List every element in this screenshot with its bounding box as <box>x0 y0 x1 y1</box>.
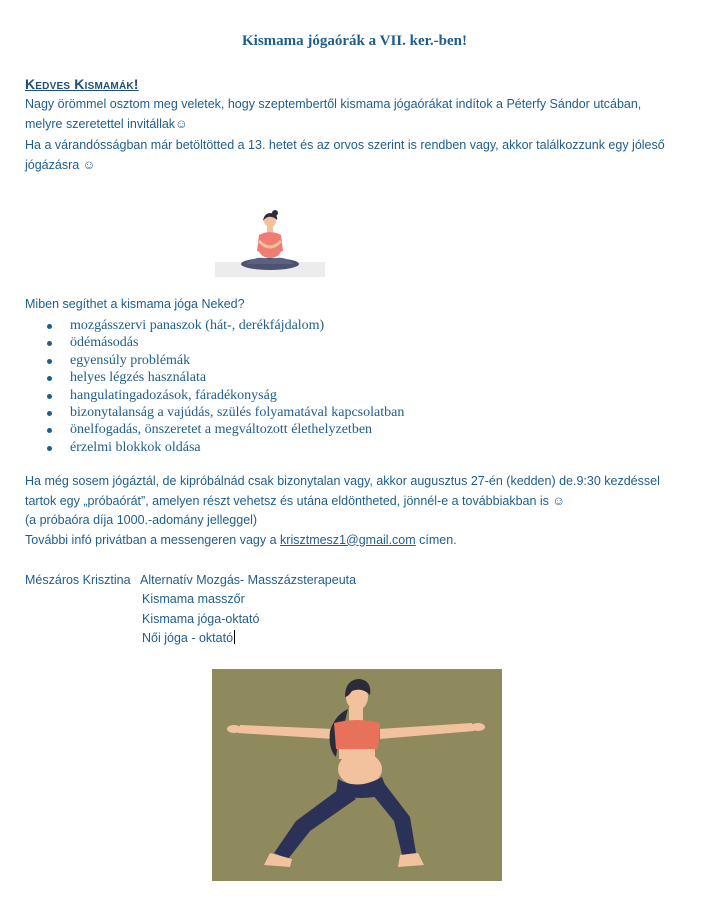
bullet-icon <box>47 394 52 399</box>
list-item: ödémásodás <box>25 334 404 351</box>
list-item: hangulatingadozások, fáradékonyság <box>25 387 404 404</box>
meditating-pregnant-woman-illustration <box>213 207 327 281</box>
intro-line-4: jógázásra ☺ <box>25 157 96 172</box>
intro-line-2: melyre szeretettel invitállak☺ <box>25 116 188 131</box>
list-item: mozgásszervi panaszok (hát-, derékfájdalom) <box>25 317 404 334</box>
warrior-pose-pregnant-woman-illustration <box>212 669 502 881</box>
list-item: önelfogadás, önszeretet a megváltozott élethelyzetben <box>25 421 404 438</box>
signature-line <box>25 571 356 591</box>
text-cursor <box>234 630 235 644</box>
document-title: Kismama jógaórák a VII. ker.-ben! <box>241 33 467 49</box>
signature-roles <box>142 590 259 649</box>
list-item: bizonytalanság a vajúdás, szülés folyamatával kapcsolatban <box>25 404 404 421</box>
contact-line: További infó privátban a messengeren vagy a krisztmesz1@gmail.com címen. <box>25 532 457 547</box>
list-item: helyes légzés használata <box>25 369 404 386</box>
list-item: érzelmi blokkok oldása <box>25 439 404 456</box>
greeting-heading: Kedves Kismamák! <box>25 76 139 92</box>
bullet-icon <box>47 324 52 329</box>
signature-name: Mészáros Krisztina <box>25 573 131 587</box>
bullet-icon <box>47 446 52 451</box>
trial-class-paragraph <box>25 472 695 550</box>
signature-role-3: Kismama jóga-oktató <box>142 611 260 626</box>
bullet-icon <box>47 359 52 364</box>
intro-paragraph <box>25 95 695 134</box>
bullet-icon <box>47 341 52 346</box>
trial-line-2: tartok egy „próbaórát”, amelyen részt vehetsz és utána eldöntheted, jönnél-e a továbbiakban is ☺ <box>25 493 566 508</box>
bullet-icon <box>47 411 52 416</box>
bullet-icon <box>47 376 52 381</box>
trial-line-1: Ha még sosem jógáztál, de kipróbálnád csak bizonytalan vagy, akkor augusztus 27-én (kedden) de.9:30 kezdéssel <box>25 474 660 488</box>
intro-paragraph-2 <box>25 136 695 175</box>
trial-line-3: (a próbaóra díja 1000.-adomány jelleggel) <box>25 513 258 527</box>
benefits-question: Miben segíthet a kismama jóga Neked? <box>25 297 245 311</box>
signature-role-4: Női jóga - oktató <box>142 631 234 645</box>
signature-role-2: Kismama masszőr <box>142 592 245 606</box>
list-item: egyensúly problémák <box>25 352 404 369</box>
benefits-list <box>25 317 404 456</box>
signature-role-1: Alternatív Mozgás- Masszázsterapeuta <box>140 573 357 587</box>
intro-line-1: Nagy örömmel osztom meg veletek, hogy szeptembertől kismama jógaórákat indítok a Péterfy Sándor utcában, <box>25 97 642 111</box>
bullet-icon <box>47 428 52 433</box>
intro-line-3: Ha a várandósságban már betöltötted a 13. hetet és az orvos szerint is rendben vagy, akkor találkozzunk egy jóleső <box>25 138 665 152</box>
email-link[interactable]: krisztmesz1@gmail.com <box>280 532 416 547</box>
